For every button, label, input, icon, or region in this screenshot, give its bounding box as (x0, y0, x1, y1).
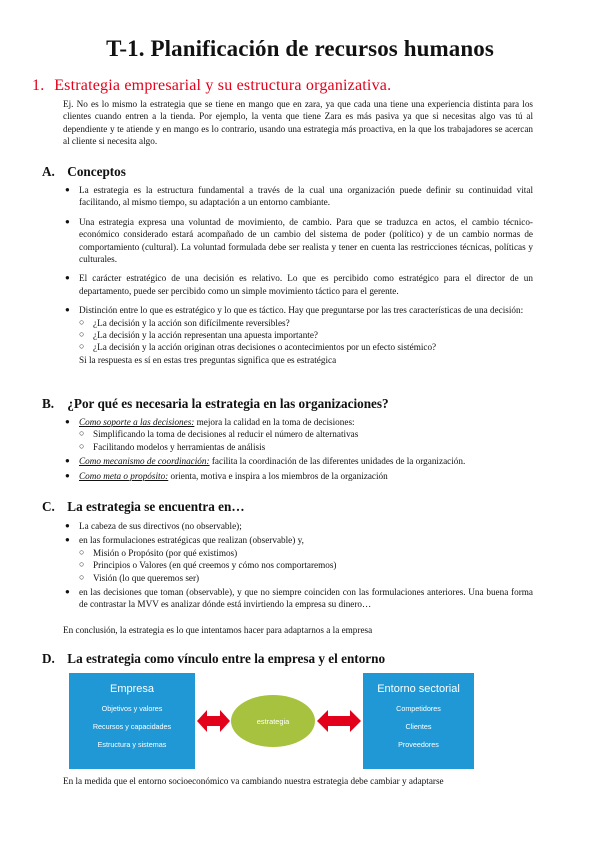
mvv-sublist (79, 547, 533, 584)
list-item (63, 184, 533, 209)
page-title: T-1. Planificación de recursos humanos (106, 36, 494, 61)
list-item (63, 304, 533, 366)
coordination-text: facilita la coordinación de las diferentes unidades de la organización. (209, 456, 466, 467)
list-item (79, 329, 533, 341)
section-d-title: La estrategia como vínculo entre la empresa y el entorno (67, 651, 386, 666)
list-item (79, 559, 533, 571)
circle-bullet-icon: ○ (79, 559, 85, 570)
section-b-letter: B. (42, 396, 55, 411)
purpose-text: orienta, motiva e inspira a los miembros de la organización (168, 470, 388, 481)
list-item (63, 534, 533, 584)
circle-bullet-icon: ○ (79, 571, 85, 582)
list-item (79, 428, 533, 440)
list-item (79, 341, 533, 353)
spacer (63, 297, 533, 304)
estrategia-ellipse (231, 695, 315, 747)
bullet-dot-icon: ● (65, 470, 70, 480)
section-c-title: La estrategia se encuentra en… (67, 499, 245, 514)
section-a-conclusion: Si la respuesta es sí en estas tres preguntas significa que es estratégica (79, 354, 337, 365)
list-item (79, 572, 533, 584)
support-sublist (79, 428, 533, 453)
list-item (63, 272, 533, 297)
support-sub-2: Facilitando modelos y herramientas de análisis (93, 441, 266, 452)
section-c-conclusion: En conclusión, la estrategia es lo que intentamos hacer para adaptarnos a la empresa (63, 625, 373, 635)
double-arrow-icon (197, 708, 230, 734)
section-a-bullet-1: La estrategia es la estructura fundamental a través de la cual una organización puede definir su continuidad vital facilitando, al mismo tiempo, su adaptación a un entorno cambiante. (79, 185, 533, 208)
empresa-box (69, 673, 195, 769)
list-item (63, 520, 533, 532)
circle-bullet-icon: ○ (79, 316, 85, 327)
section-d-heading (42, 651, 385, 667)
bullet-dot-icon: ● (65, 535, 70, 545)
section-c-list (63, 520, 533, 611)
estrategia-label: estrategia (256, 716, 290, 726)
list-item (63, 586, 533, 611)
bullet-dot-icon: ● (65, 417, 70, 426)
section-1-title: Estrategia empresarial y su estructura organizativa. (54, 77, 392, 94)
entorno-item-2: Clientes (405, 722, 432, 731)
support-label: Como soporte a las decisiones: (79, 417, 195, 427)
section-a-list (63, 184, 533, 366)
support-sub-1: Simplificando la toma de decisiones al reducir el número de alternativas (93, 429, 359, 440)
section-b-heading (42, 396, 389, 412)
section-1-heading (32, 77, 391, 95)
empresa-item-3: Estructura y sistemas (97, 740, 167, 749)
coordination-label: Como mecanismo de coordinación: (79, 456, 210, 467)
list-item (63, 470, 533, 482)
entorno-title: Entorno sectorial (377, 683, 460, 695)
section-b-title: ¿Por qué es necesaria la estrategia en las organizaciones? (67, 396, 389, 411)
section-c-letter: C. (42, 499, 55, 514)
section-b-list (63, 416, 533, 482)
spacer (63, 265, 533, 272)
section-c-bullet-2: en las formulaciones estratégicas que realizan (observable) y, (79, 535, 304, 546)
section-a-bullet-4: Distinción entre lo que es estratégico y lo que es táctico. Hay que preguntarse por las tres características de una decisión: (79, 305, 524, 316)
question-2: ¿La decisión y la acción representan una apuesta importante? (93, 330, 318, 341)
section-c-bullet-1: La cabeza de sus directivos (no observable); (79, 521, 242, 531)
list-item (63, 216, 533, 266)
empresa-item-2: Recursos y capacidades (92, 722, 172, 731)
circle-bullet-icon: ○ (79, 341, 85, 352)
empresa-item-1: Objetivos y valores (101, 704, 163, 713)
mvv-vision: Visión (lo que queremos ser) (93, 572, 200, 583)
section-1-intro: Ej. No es lo mismo la estrategia que se tiene en mango que en zara, ya que cada una tiene una experiencia distinta para los clientes cuando entren a la tienda. Por ejemplo, la venta que tiene Zara es más pasiva ya que si necesitas algo vas tú al dependiente y te atiende y en mango es lo contrario, usando una estrategia más proactiva, en la que los trabajadores se acercan al cliente si necesita algo. (63, 99, 533, 147)
bullet-dot-icon: ● (65, 273, 70, 283)
circle-bullet-icon: ○ (79, 440, 85, 451)
mvv-mission: Misión o Propósito (por qué existimos) (93, 547, 238, 558)
bullet-dot-icon: ● (65, 185, 70, 194)
entorno-item-1: Competidores (396, 704, 441, 713)
list-item (63, 455, 533, 467)
double-arrow-icon (317, 708, 361, 734)
section-a-bullet-2: Una estrategia expresa una voluntad de movimiento, de cambio. Para que se traduzca en actos, el cambio técnico-económico considerado estará acompañado de un cambio del sistema de poder (político) y de un cambio normas de comportamiento (cultural). La voluntad formulada debe ser realista y tener en cuenta las restricciones técnicas, políticas y culturales. (79, 216, 533, 265)
support-text: mejora la calidad en la toma de decisiones: (194, 417, 355, 427)
bullet-dot-icon: ● (65, 305, 70, 315)
purpose-label: Como meta o propósito: (79, 470, 169, 481)
circle-bullet-icon: ○ (79, 428, 85, 439)
list-item (79, 317, 533, 329)
bullet-dot-icon: ● (65, 521, 70, 530)
section-1-number: 1. (32, 77, 45, 94)
mvv-values: Principios o Valores (en qué creemos y cómo nos comportaremos) (93, 560, 337, 571)
bullet-dot-icon: ● (65, 587, 70, 597)
list-item (79, 441, 533, 453)
section-a-heading (42, 164, 126, 180)
spacer (63, 209, 533, 216)
list-item (79, 547, 533, 559)
section-a-title: Conceptos (67, 164, 126, 179)
list-item (63, 416, 533, 453)
section-a-bullet-3: El carácter estratégico de una decisión es relativo. Lo que es percibido como estratégico para el director de un departamento, puede ser percibido como un simple movimiento táctico para el gerente. (79, 273, 533, 296)
section-c-bullet-3: en las decisiones que toman (observable), y que no siempre coinciden con las formulaciones anteriores. Una buena forma de contrastar la MVV es analizar dónde está invirtiendo la empresa su dinero… (79, 587, 533, 610)
section-a-questions (79, 317, 533, 354)
circle-bullet-icon: ○ (79, 329, 85, 340)
bullet-dot-icon: ● (65, 456, 70, 466)
entorno-box (363, 673, 474, 769)
empresa-title: Empresa (109, 683, 155, 695)
section-c-heading (42, 499, 245, 515)
section-a-letter: A. (42, 164, 55, 179)
bullet-dot-icon: ● (65, 216, 70, 226)
question-1: ¿La decisión y la acción son difícilmente reversibles? (93, 317, 290, 328)
section-d-letter: D. (42, 651, 55, 666)
entorno-item-3: Proveedores (398, 740, 439, 749)
question-3: ¿La decisión y la acción originan otras decisiones o acontecimientos por un efecto sistémico? (93, 342, 437, 353)
circle-bullet-icon: ○ (79, 546, 85, 557)
diagram-caption: En la medida que el entorno socioeconómico va cambiando nuestra estrategia debe cambiar y adaptarse (63, 776, 444, 786)
